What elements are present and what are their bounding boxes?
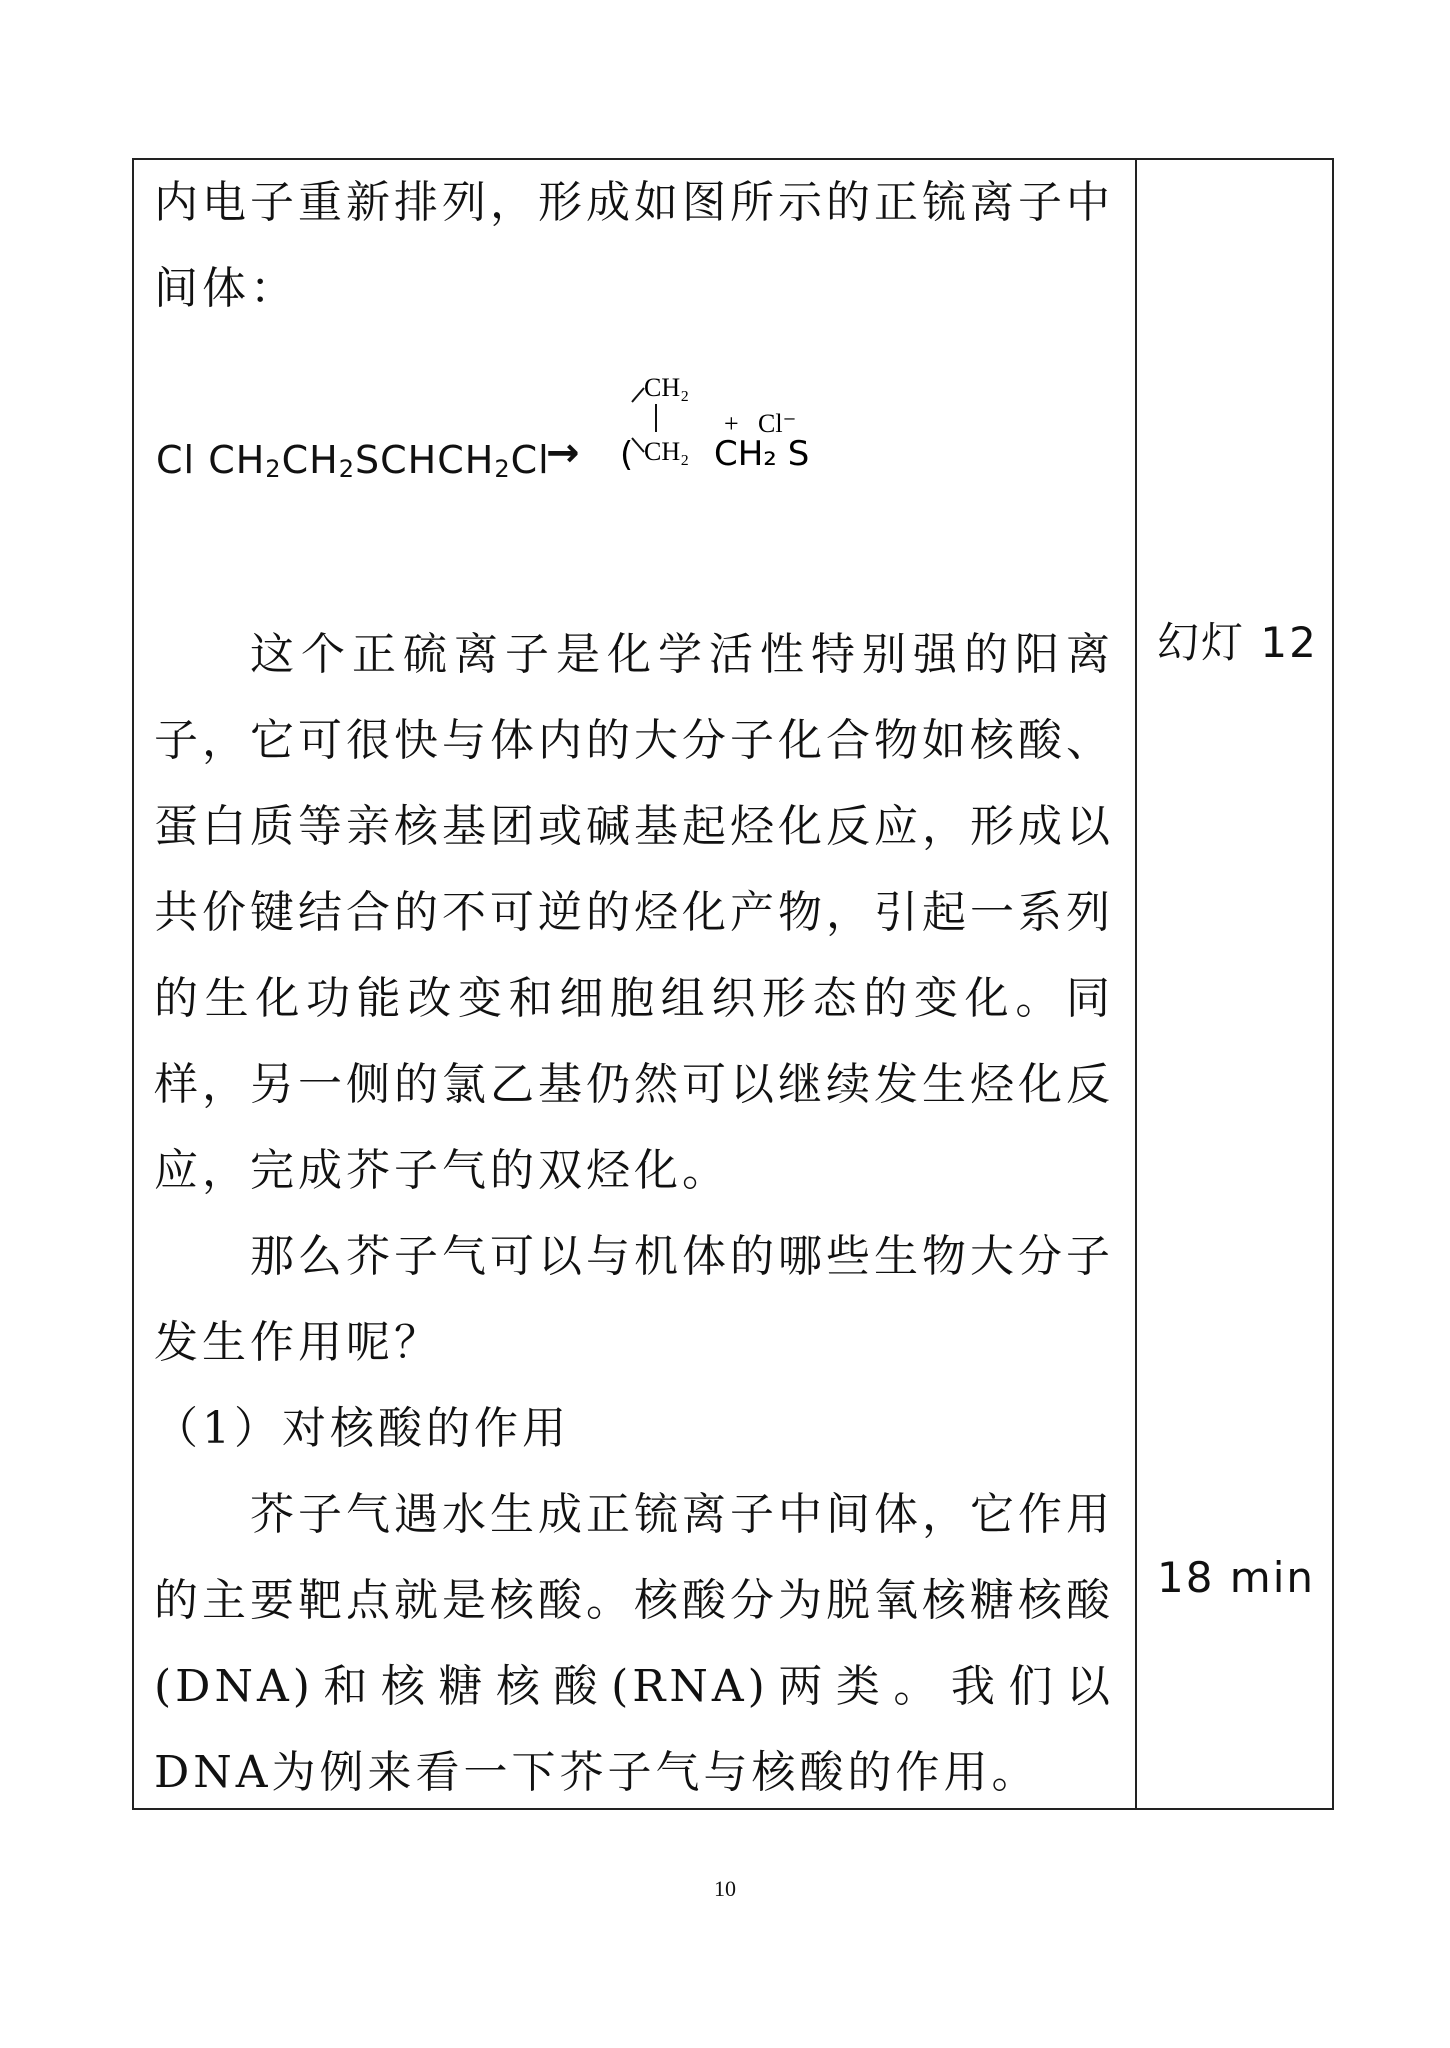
reaction-arrow: → (546, 430, 580, 476)
paragraph-intro: 内电子重新排列，形成如图所示的正锍离子中间体： (154, 177, 1114, 314)
ring-ch2-sulfur: CH₂ S (714, 434, 810, 470)
sulfonium-ring-diagram (614, 360, 914, 470)
content-cell (134, 160, 1135, 1808)
lesson-table (132, 158, 1334, 1810)
section-heading-nucleic-acid: （1）对核酸的作用 (154, 1403, 570, 1454)
paragraph-nucleic-acid: 芥子气遇水生成正锍离子中间体，它作用的主要靶点就是核酸。核酸分为脱氧核糖核酸(DNA)和核糖核酸(RNA)两类。我们以DNA为例来看一下芥子气与核酸的作用。 (154, 1489, 1114, 1798)
notes-cell (1137, 160, 1332, 1808)
paragraph-sulfonium: 这个正硫离子是化学活性特别强的阳离子，它可很快与体内的大分子化合物如核酸、蛋白质等亲核基团或碱基起烃化反应，形成以共价键结合的不可逆的烃化产物，引起一系列的生化功能改变和细胞组织形态的变化。同样，另一侧的氯乙基仍然可以继续发生烃化反应，完成芥子气的双烃化。 (154, 629, 1114, 1196)
slide-label: 幻灯 12 (1157, 618, 1318, 667)
ring-paren: ( (620, 435, 634, 470)
paragraph-question: 那么芥子气可以与机体的哪些生物大分子发生作用呢？ (154, 1231, 1114, 1368)
bond-top (632, 388, 644, 402)
page-number: 10 (714, 1876, 736, 1901)
reactant-formula: Cl $CH_2CH_2SCHCH_2Cl$ (156, 438, 550, 483)
ring-ch2-bottom: CH₂ (644, 437, 690, 466)
ring-ch2-top: CH₂ (644, 373, 690, 402)
chloride-ion: Cl⁻ (758, 409, 797, 438)
bond-bottom (632, 438, 644, 452)
time-label: 18 min (1157, 1553, 1315, 1602)
charge-plus: + (724, 409, 739, 438)
